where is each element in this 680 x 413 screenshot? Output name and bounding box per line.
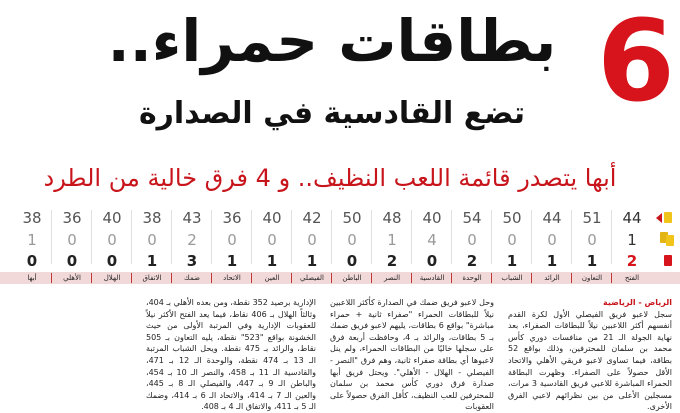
team-separator (131, 273, 132, 283)
second-yellow-cell: 1 (387, 231, 397, 249)
column-divider (251, 210, 252, 264)
team-separator (91, 273, 92, 283)
team-separator (531, 273, 532, 283)
team-name: النصر (383, 274, 401, 282)
total-cards-cell: 40 (102, 209, 122, 227)
second-yellow-cell: 0 (147, 231, 157, 249)
second-yellow-cell: 0 (67, 231, 77, 249)
team-name: الوحدة (462, 274, 482, 282)
second-yellow-cell: 0 (107, 231, 117, 249)
headline-secondary: تضع القادسية في الصدارة (138, 96, 526, 131)
second-yellow-cell: 0 (587, 231, 597, 249)
red-card-cell: 2 (386, 252, 398, 270)
red-card-icon (664, 255, 672, 266)
red-card-cell: 1 (586, 252, 598, 270)
team-separator (491, 273, 492, 283)
red-card-cell: 1 (546, 252, 558, 270)
second-yellow-cell: 0 (347, 231, 357, 249)
second-yellow-cell: 4 (427, 231, 437, 249)
team-separator (371, 273, 372, 283)
column-divider (331, 210, 332, 264)
total-cards-cell: 44 (622, 209, 642, 227)
article-dateline: الرياض - الرياضية (603, 298, 672, 307)
team-separator (251, 273, 252, 283)
cards-stats-table (0, 206, 680, 284)
column-divider (171, 210, 172, 264)
team-name: الرائد (544, 274, 560, 282)
team-name: القادسية (419, 274, 445, 282)
team-name: الفتح (624, 274, 640, 282)
team-separator (291, 273, 292, 283)
red-card-cell: 0 (26, 252, 38, 270)
total-cards-cell: 38 (22, 209, 42, 227)
total-cards-cell: 36 (62, 209, 82, 227)
column-divider (491, 210, 492, 264)
team-names-row (0, 272, 680, 284)
red-cards-row (0, 251, 680, 271)
team-name: العين (264, 274, 280, 282)
red-card-cell: 1 (146, 252, 158, 270)
team-name: ضمك (184, 274, 200, 282)
article-column-1-text: سجل لاعبو فريق الفيصلي الأول لكرة القدم أنفسهم أكثر اللاعبين نيلاً للبطاقات الصفراء، بعد نهاية الجولة الـ 21 من منافسات دوري كأس محمد بن سلمان للمحترفين، وذلك بواقع 52 بطاقة، فيما تساوى لاعبو فريقي الأهلي والاتحاد الأقل حصولاً على الصفراء. وظهرت البطاقة الحمراء المباشرة للاعبي فريق القادسية 3 مرات، مسجلين الأعلى من بين نظرائهم لاعبي الفرق الأخرى. (508, 309, 673, 412)
team-separator (411, 273, 412, 283)
team-name: الباطن (342, 274, 362, 282)
second-yellow-cell: 0 (227, 231, 237, 249)
team-separator (331, 273, 332, 283)
red-card-cell: 0 (426, 252, 438, 270)
total-cards-cell: 43 (182, 209, 202, 227)
red-card-cell: 1 (226, 252, 238, 270)
team-separator (611, 273, 612, 283)
total-cards-cell: 38 (142, 209, 162, 227)
column-divider (291, 210, 292, 264)
team-name: الاتفاق (142, 274, 162, 282)
team-name: الأهلي (63, 274, 81, 282)
totals-row (0, 208, 680, 228)
red-card-cell: 1 (506, 252, 518, 270)
team-separator (171, 273, 172, 283)
red-card-cell: 1 (306, 252, 318, 270)
total-cards-cell: 50 (502, 209, 522, 227)
column-divider (51, 210, 52, 264)
article-column-1 (508, 297, 673, 412)
team-name: أبها (27, 274, 37, 282)
red-card-cell: 3 (186, 252, 198, 270)
yellow-card-icon (664, 212, 672, 223)
second-yellow-cell: 0 (467, 231, 477, 249)
second-yellow-cell: 1 (627, 231, 637, 249)
total-cards-cell: 40 (422, 209, 442, 227)
red-card-cell: 0 (346, 252, 358, 270)
team-name: التعاون (581, 274, 603, 282)
team-separator (451, 273, 452, 283)
team-separator (211, 273, 212, 283)
team-separator (571, 273, 572, 283)
column-divider (411, 210, 412, 264)
total-cards-cell: 44 (542, 209, 562, 227)
total-cards-cell: 40 (262, 209, 282, 227)
second-yellow-cell: 0 (307, 231, 317, 249)
team-name: الاتحاد (223, 274, 241, 282)
red-card-cell: 0 (106, 252, 118, 270)
team-name: الهلال (103, 274, 121, 282)
red-card-cell: 1 (266, 252, 278, 270)
second-yellow-cell: 0 (507, 231, 517, 249)
column-divider (531, 210, 532, 264)
yellow-card-front-icon (666, 235, 674, 246)
column-divider (371, 210, 372, 264)
team-name: الفيصلي (300, 274, 324, 282)
second-yellow-cell: 2 (187, 231, 197, 249)
yellow-cards-row (0, 230, 680, 250)
column-divider (571, 210, 572, 264)
column-divider (91, 210, 92, 264)
red-card-cell: 2 (626, 252, 638, 270)
total-cards-cell: 36 (222, 209, 242, 227)
team-name: الشباب (501, 274, 523, 282)
second-yellow-cell: 1 (27, 231, 37, 249)
column-divider (611, 210, 612, 264)
total-cards-cell: 51 (582, 209, 602, 227)
headline-number: 6 (597, 0, 671, 127)
second-yellow-cell: 0 (547, 231, 557, 249)
column-divider (211, 210, 212, 264)
total-cards-cell: 42 (302, 209, 322, 227)
red-card-cell: 2 (466, 252, 478, 270)
second-yellow-cell: 0 (267, 231, 277, 249)
total-cards-cell: 54 (462, 209, 482, 227)
article-column-3: الإدارية برصيد 352 نقطة، ومن بعده الأهلي بـ 404، وثالثاً الهلال بـ 406 نقاط، فيما يعد الفتح الأكثر نيلاً للعقوبات الإدارية وفي المرتبة الأولى من حيث الخشونة بواقع "523" نقطة، يليه التعاون بـ 505 نقاط، والرائد بـ 475 نقطة. ويحل الشباب المرتبة الـ 13 بـ 474 نقطة، والوحدة الـ 12 بـ 471، والقادسية الـ 11 بـ 458، والنصر الـ 10 بـ 454، والباطن الـ 9 بـ 447، والفيصلي الـ 8 بـ 445، والعين الـ 7 بـ 414، والاتحاد الـ 6 بـ 414، وضمك الـ 5 بـ 411، والاتفاق الـ 4 بـ 408. (146, 298, 317, 412)
arrow-icon (656, 213, 662, 223)
column-divider (131, 210, 132, 264)
total-cards-cell: 50 (342, 209, 362, 227)
red-card-cell: 0 (66, 252, 78, 270)
headline-main: بطاقات حمراء.. (107, 7, 557, 75)
team-separator (51, 273, 52, 283)
column-divider (451, 210, 452, 264)
subheadline: أبها يتصدر قائمة اللعب النظيف.. و 4 فرق خالية من الطرد (43, 164, 617, 192)
total-cards-cell: 48 (382, 209, 402, 227)
article-column-2: وحل لاعبو فريق ضمك في الصدارة كأكثر اللاعبين نيلاً للبطاقات الحمراء "صفراء ثانية + حمراء مباشرة" بواقع 6 بطاقات، يليهم لاعبو فريق ضمك بـ 5 بطاقات، والرائد بـ 4، وحافظت أربعة فرق على سجلها خاليًا من البطاقات الحمراء، ولم ينل لاعبوها أي بطاقة صفراء ثانية، وهم فرق "النصر - الفيصلي - الهلال - الأهلي". ويحتل فريق أبها صدارة فرق دوري كأس محمد بن سلمان للمحترفين للعب النظيف، كأقل الفرق حصولاً على العقوبات (330, 298, 495, 412)
